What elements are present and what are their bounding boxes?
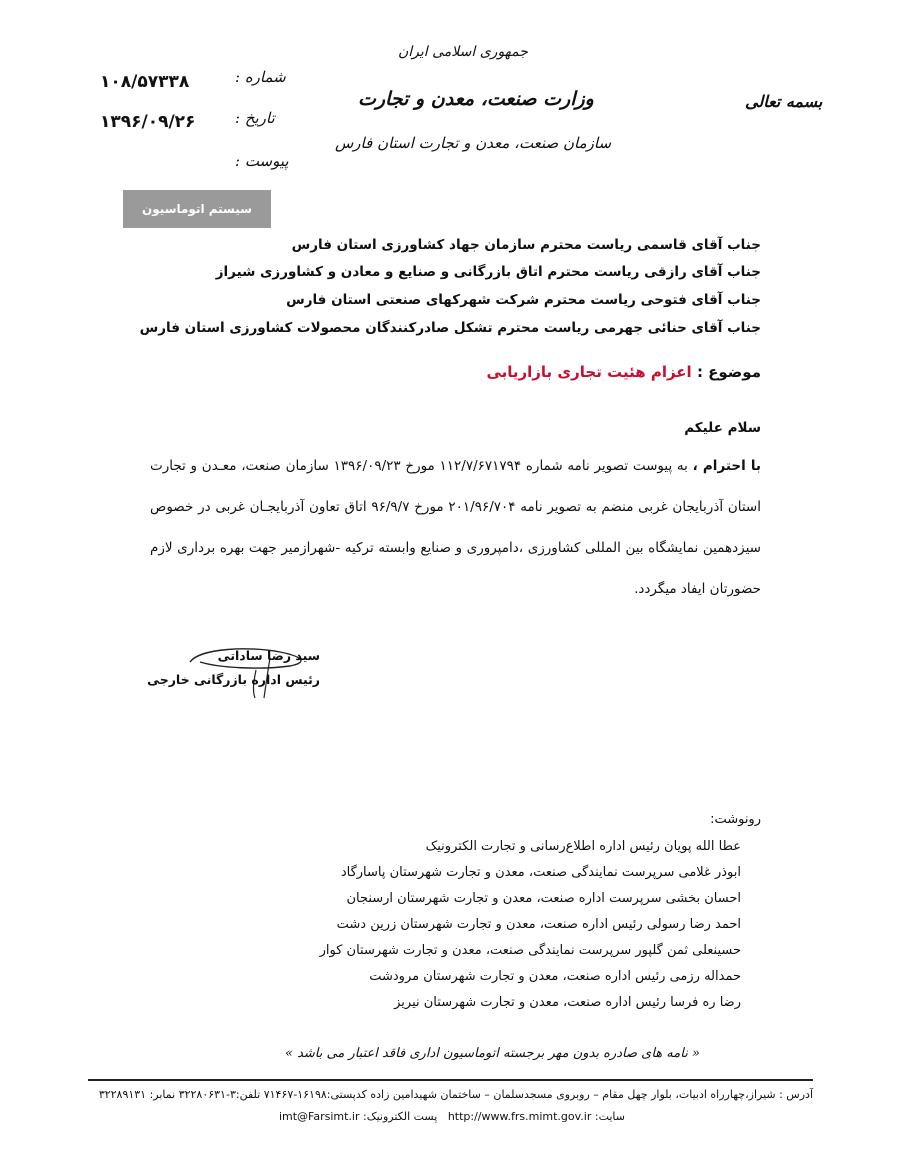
signer-name: سید رضا ساداتی xyxy=(217,648,320,663)
signer-title: رئیس اداره بازرگانی خارجی xyxy=(147,672,320,687)
automation-system-badge: سیستم اتوماسیون xyxy=(123,190,271,228)
greeting: سلام علیکم xyxy=(684,420,761,436)
email-label: پست الکترونیک: xyxy=(363,1110,438,1123)
cc-item: عطا الله پویان رئیس اداره اطلاع‌رسانی و تجارت الکترونیک xyxy=(425,839,741,854)
recipient-1: جناب آقای قاسمی ریاست محترم سازمان جهاد کشاورزی استان فارس xyxy=(291,237,761,253)
body-text: به پیوست تصویر نامه شماره ۱۱۲/۷/۶۷۱۷۹۴ مورخ ۱۳۹۶/۰۹/۲۳ سازمان صنعت، معـدن و تجارت استان آذربایجان غربی منضم به تصویر نامه ۲۰۱/۹۶/۷۰۴ مورخ ۹۶/۹/۷ اتاق تعاون آذربایجـان غربی در خصوص سیزدهمین نمایشگاه بین المللی کشاورزی ،دامپروری و صنایع وابسته ترکیه -شهرازمیر جهت بهره برداری لازم حضورتان ایفاد میگردد. xyxy=(150,458,761,597)
recipient-2: جناب آقای رازقی ریاست محترم اتاق بازرگانی و صنایع و معادن و کشاورزی شیراز xyxy=(215,264,761,280)
cc-label: رونوشت: xyxy=(710,812,761,827)
cc-item: احسان بخشی سرپرست اداره صنعت، معدن و تجارت شهرستان ارسنجان xyxy=(346,891,741,906)
subject-label: موضوع : xyxy=(696,363,761,381)
footer-divider xyxy=(88,1079,813,1081)
footer-address: آدرس : شیراز،چهارراه ادبیات، بلوار چهل مقام – روبروی مسجدسلمان – ساختمان شهیدامین زاده کدپستی:۱۶۱۹۸-۷۱۴۶۷ تلفن:۳-۳۲۲۸۰۶۳۱ نمابر: ۳۲۲۸۹۱۳۱ xyxy=(98,1088,813,1101)
footer-contact xyxy=(279,1110,625,1123)
cc-item: احمد رضا رسولی رئیس اداره صنعت، معدن و تجارت شهرستان زرین دشت xyxy=(336,917,741,932)
date-label: تاریخ : xyxy=(235,109,275,127)
cc-list xyxy=(320,834,741,1016)
letter-number: ۱۰۸/۵۷۳۳۸ xyxy=(100,72,190,92)
basmala: بسمه تعالی xyxy=(745,92,823,111)
subject-value: اعزام هئیت تجاری بازاریابی xyxy=(486,363,692,381)
site-label: سایت: xyxy=(594,1110,625,1123)
signature-block xyxy=(147,640,320,700)
body-paragraph xyxy=(150,446,761,610)
respect-phrase: با احترام ، xyxy=(692,458,761,474)
site-link[interactable]: http://www.frs.mimt.gov.ir xyxy=(447,1110,592,1123)
recipient-3: جناب آقای فتوحی ریاست محترم شرکت شهرکهای صنعتی استان فارس xyxy=(286,292,761,308)
cc-item: ابوذر غلامی سرپرست نمایندگی صنعت، معدن و تجارت شهرستان پاسارگاد xyxy=(340,865,741,880)
attachment-label: پیوست : xyxy=(235,152,289,170)
cc-item: حمداله رزمی رئیس اداره صنعت، معدن و تجارت شهرستان مرودشت xyxy=(369,969,741,984)
cc-item: رضا ره فرسا رئیس اداره صنعت، معدن و تجارت شهرستان نیریز xyxy=(394,995,741,1010)
email-link[interactable]: imt@Farsimt.ir xyxy=(278,1110,360,1123)
republic-title: جمهوری اسلامی ایران xyxy=(398,44,528,60)
organization-title: سازمان صنعت، معدن و تجارت استان فارس xyxy=(335,134,612,152)
ministry-title: وزارت صنعت، معدن و تجارت xyxy=(358,88,594,110)
validity-disclaimer: « نامه های صادره بدون مهر برجسته اتوماسیون اداری فاقد اعتبار می باشد » xyxy=(285,1046,700,1061)
letter-date: ۱۳۹۶/۰۹/۲۶ xyxy=(100,112,196,132)
recipient-4: جناب آقای حنائی جهرمی ریاست محترم تشکل صادرکنندگان محصولات کشاورزی استان فارس xyxy=(139,320,761,336)
letter-body xyxy=(150,420,761,610)
cc-item: حسینعلی ثمن گلپور سرپرست نمایندگی صنعت، معدن و تجارت شهرستان کوار xyxy=(319,943,741,958)
subject-line xyxy=(486,363,761,381)
number-label: شماره : xyxy=(235,68,286,86)
